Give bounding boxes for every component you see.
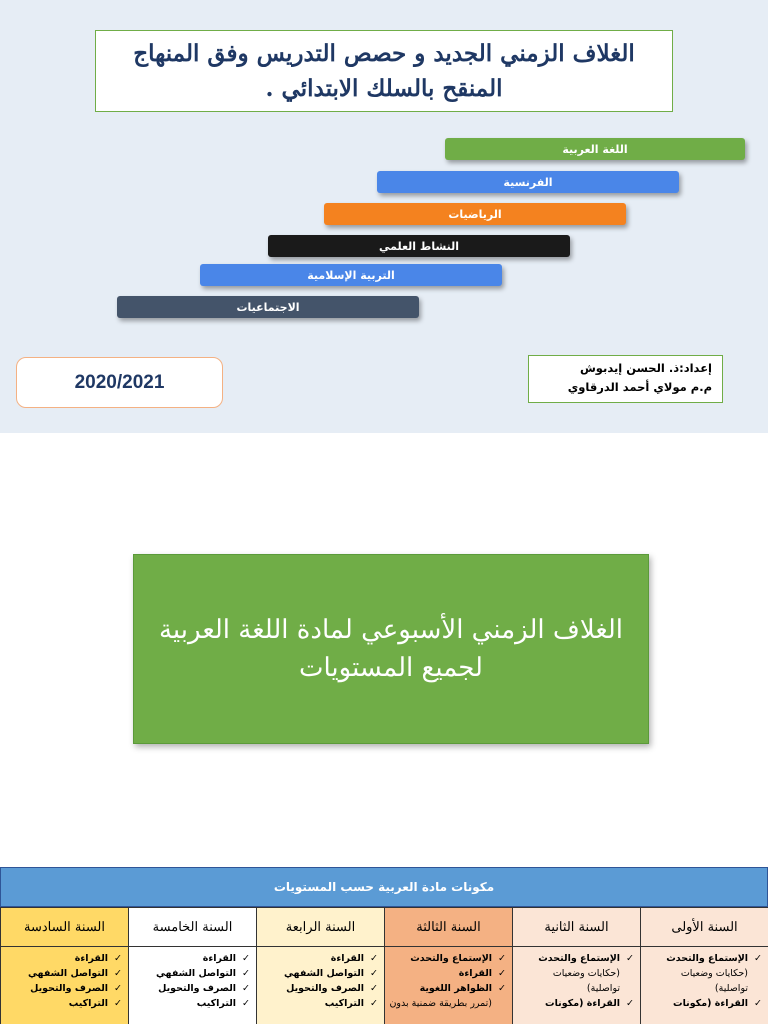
- author-line2: م.م مولاي أحمد الدرقاوي: [567, 380, 712, 394]
- table-column: [640, 907, 768, 1024]
- component-text: (تمرر بطريقة ضمنية بدون: [389, 998, 492, 1009]
- component-item: [261, 981, 378, 996]
- table-column: [256, 907, 384, 1024]
- check-icon: ✓: [626, 998, 634, 1009]
- subject-bar-science: [268, 235, 570, 257]
- check-icon: ✓: [242, 968, 250, 979]
- component-item: [645, 951, 762, 966]
- component-text: القراءة: [458, 968, 493, 979]
- subject-bar-math: [324, 203, 626, 225]
- author-box: [528, 355, 723, 403]
- component-text: تواصلية): [714, 983, 748, 994]
- arabic-timeload-line1: الغلاف الزمني الأسبوعي لمادة اللغة العربية: [158, 615, 624, 645]
- component-text: الإستماع والتحدث: [538, 953, 621, 964]
- component-list: [641, 947, 768, 1011]
- component-text: التراكيب: [196, 998, 237, 1009]
- cover-title: [133, 36, 635, 106]
- components-table-title: مكونات مادة العربية حسب المستويات: [0, 867, 768, 907]
- component-text: التواصل الشفهي: [283, 968, 365, 979]
- table-column: [512, 907, 640, 1024]
- column-header: السنة السادسة: [1, 908, 128, 947]
- cover-title-line2: المنقح بالسلك الابتدائي .: [265, 75, 503, 102]
- component-list: [129, 947, 256, 1011]
- check-icon: ✓: [754, 998, 762, 1009]
- cover-title-line1: الغلاف الزمني الجديد و حصص التدريس وفق المنهاج: [133, 40, 635, 67]
- component-text: القراءة: [202, 953, 237, 964]
- component-text: التواصل الشفهي: [27, 968, 109, 979]
- check-icon: ✓: [370, 953, 378, 964]
- component-item: [645, 981, 762, 996]
- subject-label: الاجتماعيات: [236, 300, 300, 314]
- check-icon: ✓: [370, 998, 378, 1009]
- component-item: [645, 996, 762, 1011]
- component-text: القراءة: [330, 953, 365, 964]
- component-text: القراءة (مكونات: [673, 998, 749, 1009]
- component-item: [5, 996, 122, 1011]
- column-header: السنة الثانية: [513, 908, 640, 947]
- component-item: [517, 951, 634, 966]
- school-year-box: [16, 357, 223, 408]
- component-item: [261, 966, 378, 981]
- arabic-timeload-box: [133, 554, 649, 744]
- component-text: التراكيب: [324, 998, 365, 1009]
- column-header: السنة الثالثة: [385, 908, 512, 947]
- component-item: [5, 951, 122, 966]
- component-item: [389, 981, 506, 996]
- component-item: [389, 951, 506, 966]
- component-text: التراكيب: [68, 998, 109, 1009]
- components-table: [0, 867, 768, 1024]
- check-icon: ✓: [114, 968, 122, 979]
- component-text: الإستماع والتحدث: [666, 953, 749, 964]
- component-list: [385, 947, 512, 1011]
- check-icon: ✓: [498, 968, 506, 979]
- component-text: الظواهر اللغوية: [419, 983, 493, 994]
- check-icon: ✓: [754, 953, 762, 964]
- check-icon: ✓: [626, 953, 634, 964]
- table-column: [128, 907, 256, 1024]
- component-text: الإستماع والتحدث: [410, 953, 493, 964]
- slide-cover: [0, 0, 768, 433]
- component-item: [389, 996, 506, 1011]
- check-icon: ✓: [114, 983, 122, 994]
- component-item: [5, 981, 122, 996]
- component-item: [133, 966, 250, 981]
- check-icon: ✓: [370, 968, 378, 979]
- subject-label: اللغة العربية: [562, 142, 628, 156]
- component-list: [1, 947, 128, 1011]
- component-item: [517, 996, 634, 1011]
- component-item: [5, 966, 122, 981]
- subject-bar-french: [377, 171, 679, 193]
- check-icon: ✓: [370, 983, 378, 994]
- column-header: السنة الأولى: [641, 908, 768, 947]
- column-header: السنة الرابعة: [257, 908, 384, 947]
- component-item: [389, 966, 506, 981]
- check-icon: ✓: [242, 983, 250, 994]
- author-line1: إعداد:ذ. الحسن إيدبوش: [579, 361, 712, 375]
- component-item: [261, 951, 378, 966]
- component-text: تواصلية): [586, 983, 620, 994]
- column-header: السنة الخامسة: [129, 908, 256, 947]
- subject-bar-islamic: [200, 264, 502, 286]
- cover-title-box: [95, 30, 673, 112]
- table-column: [0, 907, 128, 1024]
- component-item: [133, 996, 250, 1011]
- component-text: الصرف والتحويل: [30, 983, 109, 994]
- subject-label: الفرنسية: [503, 175, 553, 189]
- component-text: (حكايات وضعيات: [680, 968, 748, 979]
- component-item: [517, 966, 634, 981]
- component-list: [257, 947, 384, 1011]
- component-text: التواصل الشفهي: [155, 968, 237, 979]
- school-year: 2020/2021: [74, 371, 165, 393]
- component-text: (حكايات وضعيات: [552, 968, 620, 979]
- component-item: [133, 981, 250, 996]
- check-icon: ✓: [498, 953, 506, 964]
- component-text: الصرف والتحويل: [158, 983, 237, 994]
- component-text: القراءة: [74, 953, 109, 964]
- component-item: [517, 981, 634, 996]
- subject-label: التربية الإسلامية: [307, 268, 395, 282]
- arabic-timeload-line2: لجميع المستويات: [299, 653, 483, 683]
- subject-label: الرياضيات: [448, 207, 502, 221]
- component-text: القراءة (مكونات: [545, 998, 621, 1009]
- check-icon: ✓: [498, 983, 506, 994]
- check-icon: ✓: [114, 998, 122, 1009]
- component-item: [133, 951, 250, 966]
- check-icon: ✓: [242, 998, 250, 1009]
- check-icon: ✓: [114, 953, 122, 964]
- component-text: الصرف والتحويل: [286, 983, 365, 994]
- subject-label: النشاط العلمي: [378, 239, 460, 253]
- subject-bar-social: [117, 296, 419, 318]
- component-item: [261, 996, 378, 1011]
- subject-bar-arabic: [445, 138, 745, 160]
- component-item: [645, 966, 762, 981]
- check-icon: ✓: [242, 953, 250, 964]
- table-column: [384, 907, 512, 1024]
- component-list: [513, 947, 640, 1011]
